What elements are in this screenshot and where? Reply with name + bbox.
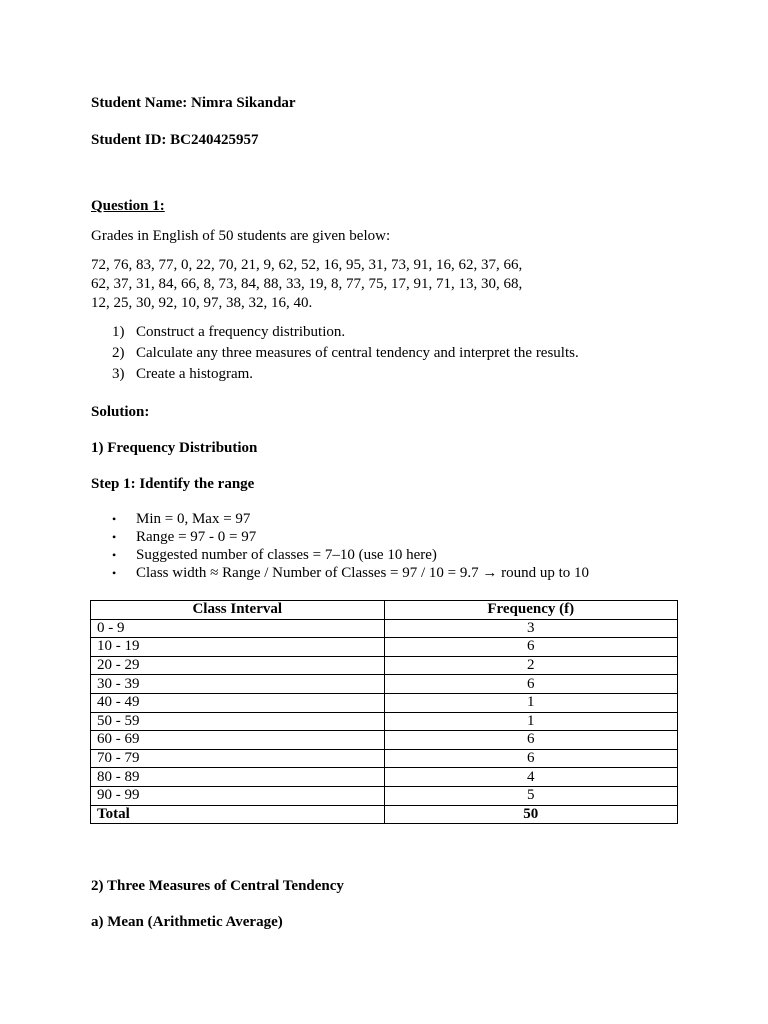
frequency-table [90, 600, 678, 824]
frequency-cell: 1 [384, 712, 678, 731]
class-interval-cell: 20 - 29 [91, 656, 385, 675]
frequency-cell: 6 [384, 749, 678, 768]
bullet-list [112, 510, 589, 582]
bullet-item: • Suggested number of classes = 7–10 (use 10 here) [112, 547, 437, 563]
task-item: 1) Construct a frequency distribution. [112, 324, 346, 340]
bullet-icon: • [112, 530, 117, 544]
table-header-row [91, 601, 678, 620]
frequency-cell: 2 [384, 656, 678, 675]
class-interval-cell: 60 - 69 [91, 731, 385, 750]
class-interval-cell: 80 - 89 [91, 768, 385, 787]
frequency-cell: 1 [384, 693, 678, 712]
data-line: 72, 76, 83, 77, 0, 22, 70, 21, 9, 62, 52, 16, 95, 31, 73, 91, 16, 62, 37, 66, [91, 257, 523, 273]
task-item: 3) Create a histogram. [112, 366, 254, 382]
table-row [91, 712, 678, 731]
class-interval-cell: 70 - 79 [91, 749, 385, 768]
section-heading: 2) Three Measures of Central Tendency [91, 878, 344, 894]
step-heading: Step 1: Identify the range [91, 476, 255, 492]
table-row [91, 768, 678, 787]
class-interval-cell: 10 - 19 [91, 638, 385, 657]
task-item: 2) Calculate any three measures of central tendency and interpret the results. [112, 345, 579, 361]
class-interval-cell: 30 - 39 [91, 675, 385, 694]
bullet-item: • Range = 97 - 0 = 97 [112, 529, 257, 545]
table-row [91, 638, 678, 657]
frequency-cell: 6 [384, 638, 678, 657]
frequency-cell: 3 [384, 619, 678, 638]
table-row [91, 786, 678, 805]
column-header: Frequency (f) [384, 601, 678, 620]
section-heading: 1) Frequency Distribution [91, 440, 258, 456]
table-row [91, 675, 678, 694]
class-interval-cell: 90 - 99 [91, 786, 385, 805]
frequency-cell: 6 [384, 731, 678, 750]
column-header: Class Interval [91, 601, 385, 620]
table-row [91, 749, 678, 768]
bullet-item: • Min = 0, Max = 97 [112, 511, 251, 527]
table-row [91, 693, 678, 712]
class-interval-cell: 50 - 59 [91, 712, 385, 731]
subsection-heading: a) Mean (Arithmetic Average) [91, 914, 283, 930]
bullet-icon: • [112, 512, 117, 526]
question-title: Question 1: [91, 198, 165, 214]
data-line: 12, 25, 30, 92, 10, 97, 38, 32, 16, 40. [91, 295, 313, 311]
bullet-icon: • [112, 548, 117, 562]
table-row [91, 656, 678, 675]
frequency-cell: 6 [384, 675, 678, 694]
task-list [112, 322, 579, 385]
bullet-item: • Class width ≈ Range / Number of Classes = 97 / 10 = 9.7 → round up to 10 [112, 565, 590, 581]
data-line: 62, 37, 31, 84, 66, 8, 73, 84, 88, 33, 19, 8, 77, 75, 17, 91, 71, 13, 30, 68, [91, 276, 523, 292]
student-id: Student ID: BC240425957 [91, 132, 259, 148]
frequency-cell: 50 [384, 805, 678, 824]
frequency-cell: 4 [384, 768, 678, 787]
bullet-icon: • [112, 566, 117, 580]
class-interval-cell: 40 - 49 [91, 693, 385, 712]
table-total-row [91, 805, 678, 824]
class-interval-cell: Total [91, 805, 385, 824]
student-name: Student Name: Nimra Sikandar [91, 95, 296, 111]
frequency-cell: 5 [384, 786, 678, 805]
solution-heading: Solution: [91, 404, 150, 420]
class-interval-cell: 0 - 9 [91, 619, 385, 638]
table-row [91, 619, 678, 638]
table-row [91, 731, 678, 750]
question-intro: Grades in English of 50 students are given below: [91, 228, 391, 244]
